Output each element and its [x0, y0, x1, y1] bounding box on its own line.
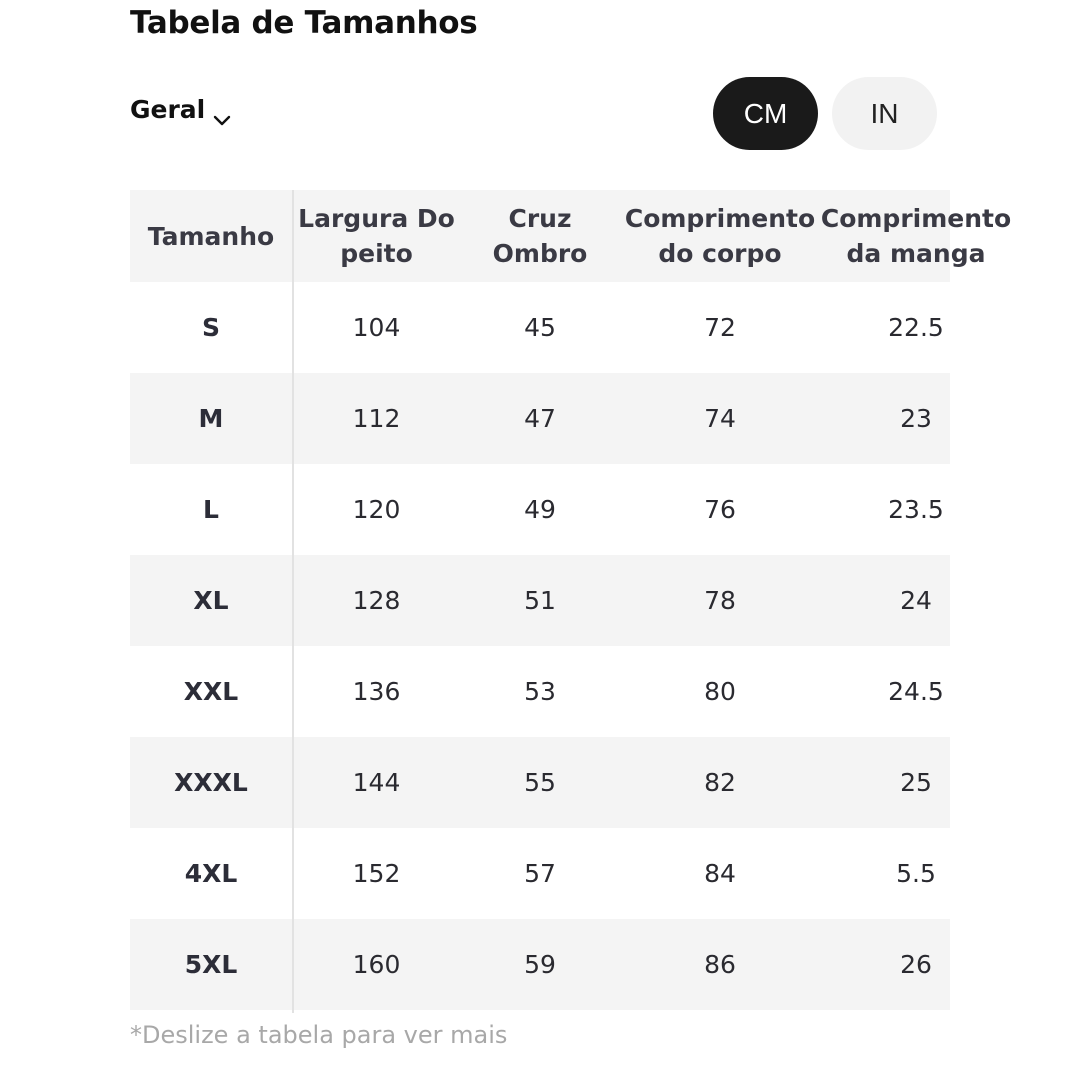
size-label-cell: 4XL	[184, 859, 238, 888]
table-header-cell: Comprimento da manga	[820, 204, 1012, 268]
table-header-row	[130, 190, 1012, 282]
table-row	[130, 282, 950, 373]
table-cell: 82	[704, 768, 736, 797]
table-cell: 25	[900, 768, 932, 797]
table-row	[130, 737, 950, 828]
size-label-cell: XL	[193, 586, 229, 615]
table-cell: 51	[524, 586, 556, 615]
table-header-cell: Largura Do peito	[298, 204, 455, 268]
table-cell: 49	[524, 495, 556, 524]
category-label: Geral	[130, 95, 206, 124]
table-cell: 76	[704, 495, 736, 524]
table-cell: 45	[524, 313, 556, 342]
table-header-cell: Tamanho	[147, 221, 275, 251]
table-header-cell: Cruz Ombro	[492, 204, 588, 268]
table-cell: 72	[704, 313, 736, 342]
table-cell: 24.5	[888, 677, 944, 706]
table-row	[130, 464, 950, 555]
table-cell: 136	[352, 677, 401, 706]
table-header-cell: Comprimento do corpo	[624, 204, 816, 268]
table-cell: 23.5	[888, 495, 944, 524]
table-row	[130, 555, 950, 646]
table-cell: 22.5	[888, 313, 944, 342]
table-row	[130, 919, 950, 1010]
scroll-hint: *Deslize a tabela para ver mais	[130, 1021, 508, 1049]
table-cell: 53	[524, 677, 556, 706]
table-cell: 24	[900, 586, 932, 615]
unit-cm-button[interactable]: CM	[713, 77, 818, 150]
table-cell: 47	[524, 404, 556, 433]
table-cell: 112	[352, 404, 401, 433]
table-cell: 23	[900, 404, 932, 433]
size-label-cell: 5XL	[184, 950, 238, 979]
table-cell: 55	[524, 768, 556, 797]
table-cell: 57	[524, 859, 556, 888]
table-cell: 78	[704, 586, 736, 615]
table-cell: 59	[524, 950, 556, 979]
size-table[interactable]	[130, 190, 1012, 1013]
table-cell: 80	[704, 677, 736, 706]
table-cell: 144	[352, 768, 401, 797]
category-dropdown[interactable]	[130, 95, 231, 124]
page-title: Tabela de Tamanhos	[130, 5, 478, 41]
table-cell: 104	[352, 313, 401, 342]
table-cell: 5.5	[896, 859, 936, 888]
chevron-down-icon	[213, 104, 231, 116]
table-cell: 120	[352, 495, 401, 524]
table-row	[130, 646, 950, 737]
size-label-cell: XXL	[183, 677, 239, 706]
size-label-cell: M	[198, 404, 224, 433]
table-cell: 74	[704, 404, 736, 433]
table-row	[130, 828, 950, 919]
table-cell: 86	[704, 950, 736, 979]
table-cell: 84	[704, 859, 736, 888]
unit-in-button[interactable]: IN	[832, 77, 937, 150]
column-divider	[292, 190, 294, 1013]
table-cell: 160	[352, 950, 401, 979]
table-cell: 128	[352, 586, 401, 615]
size-label-cell: XXXL	[174, 768, 248, 797]
size-label-cell: S	[201, 313, 220, 342]
table-cell: 26	[900, 950, 932, 979]
size-label-cell: L	[203, 495, 219, 524]
table-row	[130, 373, 950, 464]
table-cell: 152	[352, 859, 401, 888]
unit-toggle	[713, 77, 937, 150]
